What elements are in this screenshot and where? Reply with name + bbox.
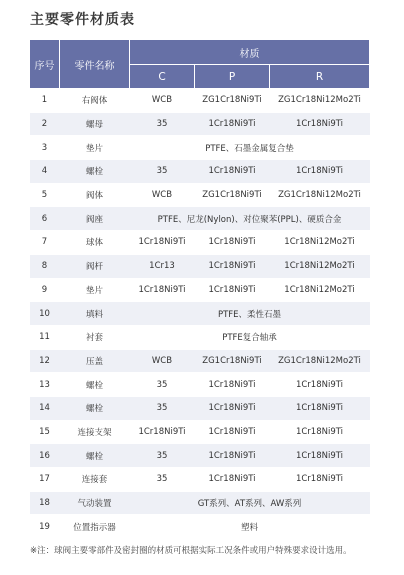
cell-material-c: 35	[130, 396, 195, 420]
cell-part-name: 螺栓	[60, 444, 130, 468]
cell-material-c: 1Cr18Ni9Ti	[130, 420, 195, 444]
table-row	[30, 231, 370, 255]
cell-material-c: WCB	[130, 349, 195, 373]
table-body	[30, 89, 370, 539]
cell-material-r: ZG1Cr18Ni12Mo2Ti	[270, 183, 370, 207]
cell-material-c: 1Cr18Ni9Ti	[130, 278, 195, 302]
cell-material-merged: PTFE、柔性石墨	[130, 302, 370, 326]
cell-material-c: 35	[130, 468, 195, 492]
table-row	[30, 207, 370, 231]
cell-material-merged: PTFE、尼龙(Nylon)、对位聚苯(PPL)、硬质合金	[130, 207, 370, 231]
cell-no: 17	[30, 468, 60, 492]
cell-material-r: ZG1Cr18Ni12Mo2Ti	[270, 89, 370, 113]
cell-part-name: 阀杆	[60, 254, 130, 278]
cell-part-name: 连接套	[60, 468, 130, 492]
cell-part-name: 气动装置	[60, 491, 130, 515]
cell-material-merged: GT系列、AT系列、AW系列	[130, 491, 370, 515]
materials-table	[29, 39, 370, 539]
cell-no: 16	[30, 444, 60, 468]
table-row	[30, 444, 370, 468]
cell-material-c: WCB	[130, 89, 195, 113]
cell-material-c: 1Cr18Ni9Ti	[130, 231, 195, 255]
cell-material-r: 1Cr18Ni12Mo2Ti	[270, 254, 370, 278]
cell-material-c: WCB	[130, 183, 195, 207]
table-row	[30, 468, 370, 492]
table-row	[30, 325, 370, 349]
header-part-name: 零件名称	[60, 40, 130, 89]
cell-no: 5	[30, 183, 60, 207]
cell-material-p: 1Cr18Ni9Ti	[195, 112, 270, 136]
cell-material-r: 1Cr18Ni9Ti	[270, 444, 370, 468]
table-row	[30, 396, 370, 420]
table-row	[30, 89, 370, 113]
cell-material-r: 1Cr18Ni12Mo2Ti	[270, 231, 370, 255]
cell-material-p: ZG1Cr18Ni9Ti	[195, 349, 270, 373]
cell-material-r: 1Cr18Ni9Ti	[270, 373, 370, 397]
cell-no: 4	[30, 160, 60, 184]
footnote: ※注：球阀主要零部件及密封圈的材质可根据实际工况条件或用户特殊要求设计选用。	[30, 546, 352, 556]
cell-material-c: 1Cr13	[130, 254, 195, 278]
cell-material-c: 35	[130, 444, 195, 468]
cell-no: 6	[30, 207, 60, 231]
table-row	[30, 136, 370, 160]
cell-material-r: ZG1Cr18Ni12Mo2Ti	[270, 349, 370, 373]
cell-material-p: 1Cr18Ni9Ti	[195, 373, 270, 397]
table-row	[30, 373, 370, 397]
cell-part-name: 阀体	[60, 183, 130, 207]
cell-material-merged: PTFE复合轴承	[130, 325, 370, 349]
cell-part-name: 右阀体	[60, 89, 130, 113]
table-row	[30, 420, 370, 444]
cell-part-name: 阀座	[60, 207, 130, 231]
page-title: 主要零件材质表	[30, 12, 135, 28]
cell-no: 18	[30, 491, 60, 515]
cell-part-name: 螺栓	[60, 396, 130, 420]
cell-part-name: 位置指示器	[60, 515, 130, 539]
cell-part-name: 填料	[60, 302, 130, 326]
cell-material-c: 35	[130, 160, 195, 184]
cell-no: 3	[30, 136, 60, 160]
cell-part-name: 衬套	[60, 325, 130, 349]
table-row	[30, 515, 370, 539]
cell-material-r: 1Cr18Ni9Ti	[270, 112, 370, 136]
cell-no: 11	[30, 325, 60, 349]
cell-material-r: 1Cr18Ni12Mo2Ti	[270, 278, 370, 302]
table-row	[30, 278, 370, 302]
cell-material-merged: 塑料	[130, 515, 370, 539]
cell-material-p: 1Cr18Ni9Ti	[195, 420, 270, 444]
cell-material-merged: PTFE、石墨金属复合垫	[130, 136, 370, 160]
header-no: 序号	[30, 40, 60, 89]
cell-material-p: ZG1Cr18Ni9Ti	[195, 183, 270, 207]
table-row	[30, 183, 370, 207]
cell-material-p: 1Cr18Ni9Ti	[195, 254, 270, 278]
header-r: R	[270, 65, 370, 89]
table-row	[30, 160, 370, 184]
cell-part-name: 球体	[60, 231, 130, 255]
cell-part-name: 螺栓	[60, 160, 130, 184]
cell-no: 9	[30, 278, 60, 302]
cell-no: 13	[30, 373, 60, 397]
cell-material-r: 1Cr18Ni9Ti	[270, 396, 370, 420]
cell-material-c: 35	[130, 373, 195, 397]
table-row	[30, 112, 370, 136]
cell-no: 10	[30, 302, 60, 326]
header-p: P	[195, 65, 270, 89]
cell-material-c: 35	[130, 112, 195, 136]
cell-no: 7	[30, 231, 60, 255]
cell-material-p: 1Cr18Ni9Ti	[195, 396, 270, 420]
cell-part-name: 螺母	[60, 112, 130, 136]
cell-part-name: 垫片	[60, 136, 130, 160]
cell-material-r: 1Cr18Ni9Ti	[270, 420, 370, 444]
cell-no: 1	[30, 89, 60, 113]
cell-material-p: 1Cr18Ni9Ti	[195, 231, 270, 255]
cell-material-r: 1Cr18Ni9Ti	[270, 160, 370, 184]
cell-material-p: 1Cr18Ni9Ti	[195, 160, 270, 184]
cell-no: 14	[30, 396, 60, 420]
table-row	[30, 302, 370, 326]
cell-no: 12	[30, 349, 60, 373]
header-c: C	[130, 65, 195, 89]
cell-material-p: 1Cr18Ni9Ti	[195, 444, 270, 468]
cell-material-p: 1Cr18Ni9Ti	[195, 468, 270, 492]
cell-no: 8	[30, 254, 60, 278]
cell-part-name: 连接支架	[60, 420, 130, 444]
table-row	[30, 349, 370, 373]
cell-material-r: 1Cr18Ni9Ti	[270, 468, 370, 492]
cell-part-name: 螺栓	[60, 373, 130, 397]
cell-no: 19	[30, 515, 60, 539]
cell-material-p: ZG1Cr18Ni9Ti	[195, 89, 270, 113]
cell-no: 15	[30, 420, 60, 444]
cell-material-p: 1Cr18Ni9Ti	[195, 278, 270, 302]
table-row	[30, 491, 370, 515]
table-row	[30, 254, 370, 278]
cell-part-name: 压盖	[60, 349, 130, 373]
header-material: 材质	[130, 40, 370, 65]
cell-no: 2	[30, 112, 60, 136]
cell-part-name: 垫片	[60, 278, 130, 302]
